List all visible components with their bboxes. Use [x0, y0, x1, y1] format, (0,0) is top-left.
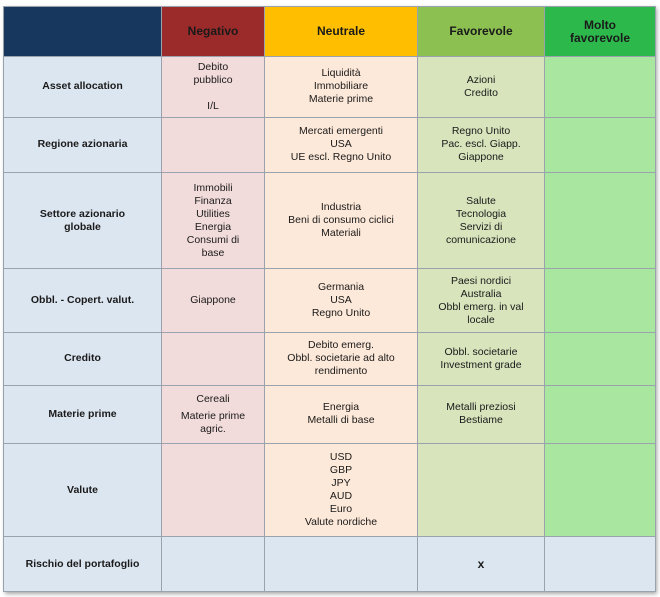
cell-line: Investment grade	[440, 358, 522, 371]
cell-line: Germania	[317, 281, 365, 294]
cell-line: Utilities	[196, 207, 230, 220]
table-row-valute	[4, 444, 656, 537]
cell-neutrale	[265, 444, 418, 537]
cell-line	[166, 87, 260, 100]
cell-negativo	[162, 444, 265, 537]
cell-line: Mercati emergenti	[298, 125, 384, 138]
cell-negativo	[162, 269, 265, 333]
cell-line: Energia	[194, 220, 232, 233]
header-molto-favorevole	[545, 7, 656, 57]
row-label: Materie prime	[4, 385, 162, 444]
cell-line: Metalli di base	[307, 414, 375, 427]
cell-line: locale	[467, 313, 495, 326]
cell-molto-favorevole	[545, 444, 656, 537]
cell-line: Australia	[460, 287, 502, 300]
cell-line: Bestiame	[459, 414, 503, 427]
cell-molto-favorevole	[545, 57, 656, 118]
cell-negativo	[162, 537, 265, 592]
table-row-credito	[4, 333, 656, 386]
cell-line: Euro	[329, 503, 353, 516]
cell-line: Regno Unito	[311, 307, 371, 320]
cell-line: Giappone	[190, 294, 236, 307]
cell-line: Tecnologia	[455, 207, 507, 220]
cell-line: Immobiliare	[313, 80, 369, 93]
outlook-matrix-table	[3, 6, 656, 592]
cell-line: Pac. escl. Giapp.	[441, 138, 521, 151]
cell-line: Immobili	[193, 181, 233, 194]
table-row-obbl-copert-valut	[4, 269, 656, 333]
cell-negativo	[162, 117, 265, 173]
cell-line: USA	[330, 138, 352, 151]
cell-molto-favorevole	[545, 173, 656, 269]
cell-line: Obbl. societarie	[444, 345, 518, 358]
cell-line: Materie prime	[308, 93, 374, 106]
cell-line: base	[201, 246, 225, 259]
header-corner	[4, 7, 162, 57]
cell-molto-favorevole	[545, 333, 656, 386]
cell-negativo	[162, 385, 265, 444]
cell-favorevole	[418, 537, 545, 592]
cell-neutrale	[265, 117, 418, 173]
header-negativo: Negativo	[162, 7, 265, 57]
cell-line: Materie prime	[180, 409, 246, 422]
row-label	[4, 173, 162, 269]
cell-neutrale	[265, 57, 418, 118]
row-label: Asset allocation	[4, 57, 162, 118]
cell-favorevole	[418, 117, 545, 173]
cell-line: JPY	[331, 477, 351, 490]
cell-line: Consumi di	[186, 233, 240, 246]
header-molto-favorevole-line1: Molto	[584, 17, 616, 32]
cell-favorevole	[418, 333, 545, 386]
cell-favorevole	[418, 173, 545, 269]
cell-neutrale	[265, 333, 418, 386]
cell-line: agric.	[200, 422, 226, 435]
cell-negativo	[162, 173, 265, 269]
cell-molto-favorevole	[545, 385, 656, 444]
cell-line: Debito	[197, 60, 229, 73]
cell-line: Industria	[320, 201, 362, 214]
cell-line: USA	[330, 294, 352, 307]
cell-line: Liquidità	[321, 67, 361, 80]
cell-negativo	[162, 333, 265, 386]
cell-line: Salute	[466, 194, 496, 207]
cell-molto-favorevole	[545, 269, 656, 333]
cell-line: Paesi nordici	[450, 274, 512, 287]
row-label: Valute	[4, 444, 162, 537]
cell-line: I/L	[207, 99, 219, 112]
table-row-rischio-portafoglio	[4, 537, 656, 592]
cell-molto-favorevole	[545, 537, 656, 592]
cell-favorevole	[418, 269, 545, 333]
cell-line: Regno Unito	[451, 125, 511, 138]
table-row-settore-azionario	[4, 173, 656, 269]
header-neutrale: Neutrale	[265, 7, 418, 57]
cell-line: comunicazione	[445, 233, 517, 246]
header-favorevole: Favorevole	[418, 7, 545, 57]
row-label: Regione azionaria	[4, 117, 162, 173]
cell-line: AUD	[329, 490, 353, 503]
selection-mark: x	[477, 556, 485, 571]
cell-negativo	[162, 57, 265, 118]
row-label: Credito	[4, 333, 162, 386]
cell-line: Valute nordiche	[304, 516, 378, 529]
table-row-regione-azionaria	[4, 117, 656, 173]
cell-line: Materiali	[321, 227, 361, 240]
cell-line: Energia	[322, 401, 360, 414]
cell-line: Cereali	[196, 392, 230, 405]
cell-line: Obbl. societarie ad alto	[287, 352, 395, 365]
cell-line: Obbl emerg. in val	[438, 300, 524, 313]
row-label-line2: globale	[64, 220, 101, 233]
cell-favorevole	[418, 444, 545, 537]
cell-line: Credito	[464, 86, 498, 99]
cell-neutrale	[265, 269, 418, 333]
cell-line: Servizi di	[459, 220, 503, 233]
cell-neutrale	[265, 385, 418, 444]
table-row-materie-prime	[4, 385, 656, 444]
cell-neutrale	[265, 537, 418, 592]
row-label: Obbl. - Copert. valut.	[4, 269, 162, 333]
outlook-table-frame	[3, 6, 655, 592]
cell-line: Debito emerg.	[308, 339, 374, 352]
table-row-asset-allocation	[4, 57, 656, 118]
cell-line: GBP	[329, 464, 353, 477]
cell-line: rendimento	[314, 365, 368, 378]
cell-line: Beni di consumo ciclici	[288, 214, 394, 227]
cell-favorevole	[418, 385, 545, 444]
cell-line: USD	[329, 451, 353, 464]
cell-neutrale	[265, 173, 418, 269]
cell-line: Giappone	[458, 151, 504, 164]
cell-line: UE escl. Regno Unito	[290, 151, 392, 164]
row-label-line1: Settore azionario	[39, 207, 126, 220]
cell-favorevole	[418, 57, 545, 118]
cell-line: Finanza	[194, 194, 232, 207]
cell-line: Azioni	[466, 73, 496, 86]
cell-molto-favorevole	[545, 117, 656, 173]
cell-line: Metalli preziosi	[446, 401, 516, 414]
cell-line: pubblico	[193, 73, 233, 86]
row-label: Rischio del portafoglio	[4, 537, 162, 592]
header-molto-favorevole-line2: favorevole	[569, 30, 631, 45]
header-row	[4, 7, 656, 57]
